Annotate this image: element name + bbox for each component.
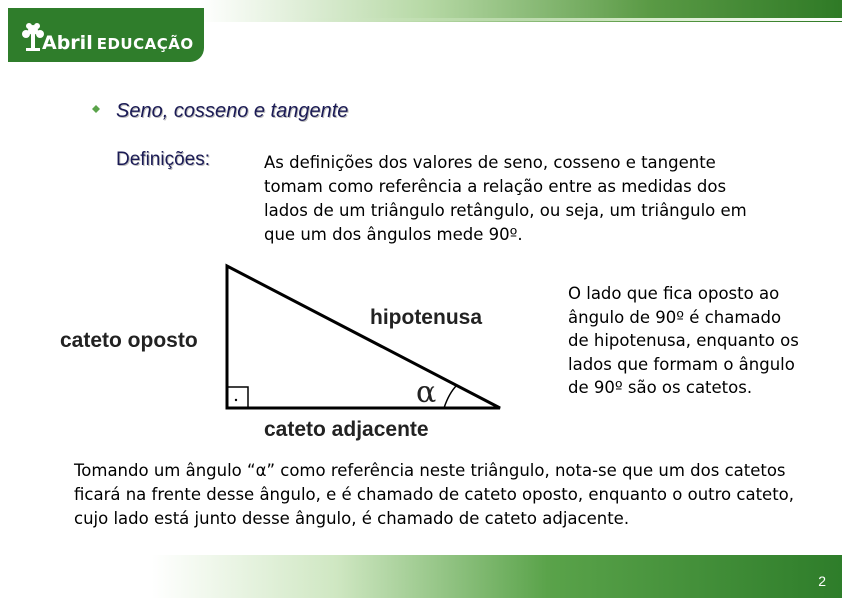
definitions-label: Definições: — [116, 149, 210, 170]
triangle-shape — [227, 266, 500, 408]
angle-explanation: Tomando um ângulo “α” como referência neste triângulo, nota-se que um dos catetos ficará na frente desse ângulo, e é chamado de cateto oposto, enquanto o outro cateto, cujo lado está junto desse ângulo, é chamado de cateto adjacente. — [74, 461, 794, 528]
definitions-text: As definições dos valores de seno, cosseno e tangente tomam como referência a relação entre as medidas dos lados de um triângulo retângulo, ou seja, um triângulo em que um dos ângulos mede 90º. — [264, 153, 747, 244]
logo-text — [42, 32, 194, 54]
header-bar — [0, 0, 842, 62]
footer-bar — [0, 555, 842, 598]
hypotenuse-label: hipotenusa — [370, 306, 483, 329]
opposite-side-label: cateto oposto — [60, 329, 198, 352]
page-number: 2 — [818, 573, 826, 589]
adjacent-side-label: cateto adjacente — [264, 418, 429, 441]
hypotenuse-explanation: O lado que fica oposto ao ângulo de 90º é chamado de hipotenusa, enquanto os lados que formam o ângulo de 90º são os catetos. — [568, 284, 799, 397]
right-angle-dot — [235, 399, 237, 401]
logo — [8, 8, 204, 62]
right-triangle-diagram — [0, 250, 560, 450]
slide-title: Seno, cosseno e tangente — [116, 100, 349, 122]
diamond-bullet-icon — [92, 105, 100, 113]
logo-sub: EDUCAÇÃO — [96, 35, 194, 53]
header-gradient-line — [300, 18, 842, 21]
logo-brand: Abril — [42, 32, 93, 54]
angle-alpha-label: α — [416, 375, 437, 410]
